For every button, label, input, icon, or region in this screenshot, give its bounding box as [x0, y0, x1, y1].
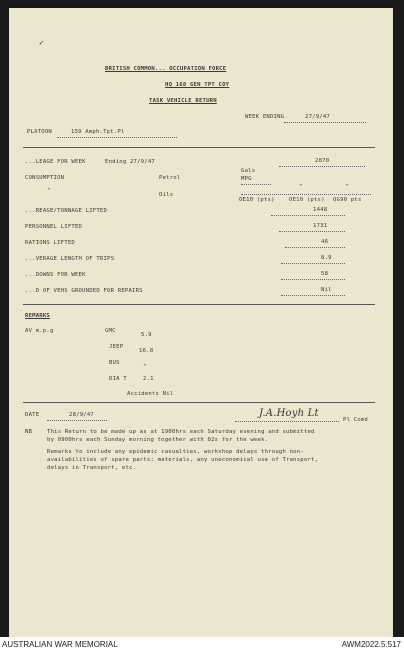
- header-line-1: BRITISH COMMON... OCCUPATION FORCE: [105, 66, 227, 72]
- signature-role: Pl Comd: [343, 417, 368, 423]
- remarks-val-gmc: 5.9: [141, 332, 152, 338]
- remarks-veh-jeep: JEEP: [109, 344, 124, 350]
- date-label: DATE: [25, 412, 40, 418]
- grounded-value: Nil: [321, 287, 332, 293]
- oils-quote-right: ": [345, 184, 349, 190]
- footer-right: AWM2022.5.517: [341, 640, 401, 649]
- week-ending-value: 27/9/47: [305, 114, 330, 120]
- rations-label: RATIONS LIFTED: [25, 240, 75, 246]
- notes-line-2b: availabilities of spare parts; materials, any uneconomical use of Transport,: [47, 457, 319, 463]
- mileage-label: ...LEAGE FOR WEEK: [25, 159, 86, 165]
- avg-trip-dots: [281, 263, 345, 264]
- remarks-veh-gmc: GMC: [105, 328, 116, 334]
- tonnage-dots: [271, 215, 345, 216]
- signature: J.A.Hoyh Lt: [259, 408, 319, 419]
- platoon-dots: [57, 137, 177, 138]
- breakdowns-label: ...DOWNS FOR WEEK: [25, 272, 86, 278]
- notes-line-2c: delays in Transport, etc.: [47, 465, 137, 471]
- remarks-mpg-label: AV m.p.g: [25, 328, 54, 334]
- signature-dots: [235, 421, 339, 422]
- oils-label: Oils: [159, 192, 174, 198]
- footer-left: AUSTRALIAN WAR MEMORIAL: [2, 640, 118, 649]
- col-oe: OE10 (pts): [239, 197, 275, 203]
- oils-quote-left: ": [47, 188, 51, 194]
- notes-line-1b: by 0900hrs each Sunday morning together with 02s for the week.: [47, 437, 269, 443]
- remarks-accidents: Accidents Nil: [127, 391, 174, 397]
- tonnage-label: ...REAGE/TONNAGE LIFTED: [25, 208, 108, 214]
- header-line-3: TASK VEHICLE RETURN: [149, 98, 217, 104]
- mpg-label: MPG: [241, 176, 252, 182]
- header-line-2: HQ 168 GEN TPT COY: [165, 82, 230, 88]
- tonnage-value: 1448: [313, 207, 328, 213]
- notes-label: NB: [25, 429, 33, 435]
- mileage-dots: [279, 166, 365, 167]
- breakdowns-value: 58: [321, 271, 329, 277]
- personnel-label: PERSONNEL LIFTED: [25, 224, 83, 230]
- gals-label: Gals: [241, 168, 256, 174]
- remarks-val-jeep: 16.8: [139, 348, 154, 354]
- week-ending-label: WEEK ENDING: [245, 114, 285, 120]
- remarks-val-dia: 2.1: [143, 376, 154, 382]
- avg-trip-value: 8.9: [321, 255, 332, 261]
- breakdowns-dots: [281, 279, 345, 280]
- platoon-value: 159 Amph.Tpt.Pl: [71, 129, 125, 135]
- remarks-veh-bus: BUS: [109, 360, 120, 366]
- middle-rule: [23, 304, 375, 305]
- notes-line-1a: This Return to be made up as at 1900hrs each Saturday evening and submitted: [47, 429, 315, 435]
- header-rule: [23, 147, 375, 148]
- grounded-dots: [281, 295, 345, 296]
- oils-quote-mid: ": [299, 184, 303, 190]
- rations-dots: [285, 247, 345, 248]
- mileage-value: 2870: [315, 158, 330, 164]
- oils-dots: [241, 194, 371, 195]
- mileage-ending: Ending 27/9/47: [105, 159, 155, 165]
- week-ending-dots: [284, 122, 366, 123]
- col-og90: OG90 pts: [333, 197, 362, 203]
- grounded-label: ...D OF VEHS GROUNDED FOR REPAIRS: [25, 288, 143, 294]
- date-value: 28/9/47: [69, 412, 94, 418]
- petrol-label: Petrol: [159, 175, 181, 181]
- remarks-heading: REMARKS: [25, 313, 50, 319]
- document-page: [9, 8, 393, 637]
- corner-mark: ✓: [39, 38, 45, 47]
- platoon-label: PLATOON: [27, 129, 52, 135]
- remarks-veh-dia: DIA T: [109, 376, 127, 382]
- personnel-dots: [279, 231, 345, 232]
- consumption-label: CONSUMPTION: [25, 175, 65, 181]
- archive-footer: [0, 637, 404, 653]
- lower-rule: [23, 402, 375, 403]
- remarks-val-bus: ": [143, 364, 147, 370]
- petrol-dots: [241, 184, 271, 185]
- notes-line-2a: Remarks to include any epidemic casualties, workshop delays through non-: [47, 449, 304, 455]
- col-oe10: OE10 (pts): [289, 197, 325, 203]
- avg-trip-label: ...VERAGE LENGTH OF TRIPS: [25, 256, 115, 262]
- date-dots: [47, 420, 107, 421]
- personnel-value: 1731: [313, 223, 328, 229]
- rations-value: 46: [321, 239, 329, 245]
